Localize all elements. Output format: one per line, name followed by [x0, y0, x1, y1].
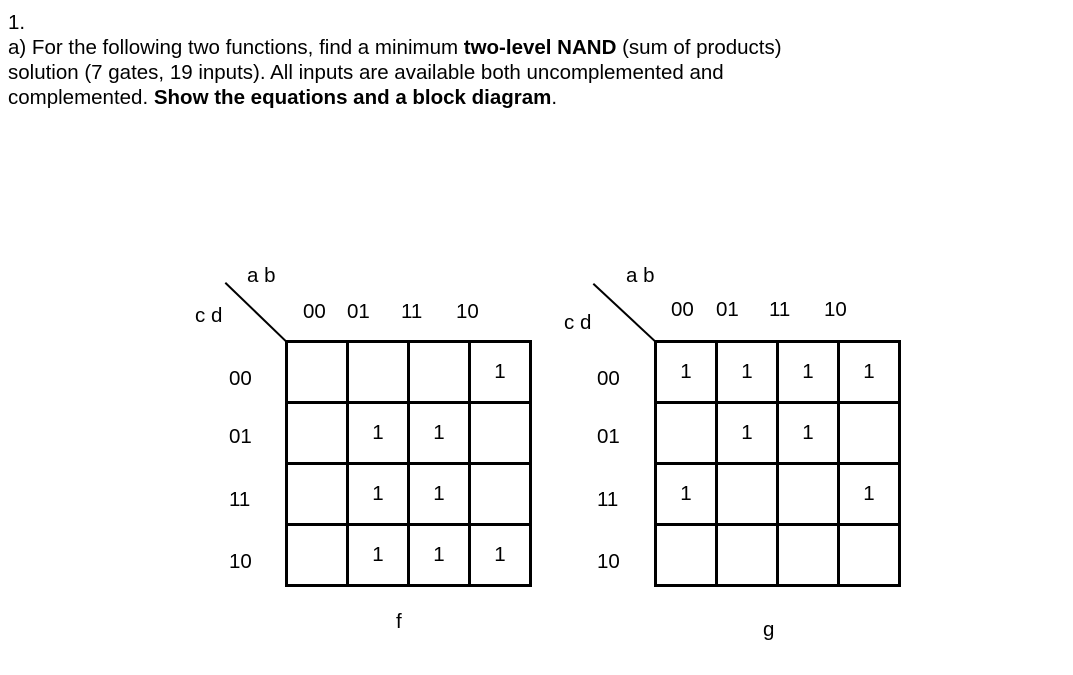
kmap-g-col-var: a b — [626, 264, 655, 287]
kmap-cell — [840, 404, 901, 465]
question-line-2: solution (7 gates, 19 inputs). All inputs are available both uncomplemented and — [8, 61, 724, 84]
kmap-cell — [718, 526, 779, 587]
kmap-cell — [288, 343, 349, 404]
kmap-cell — [410, 343, 471, 404]
kmap-cell: 1 — [410, 404, 471, 465]
kmap-cell — [288, 404, 349, 465]
kmap-cell — [779, 526, 840, 587]
kmap-g-row-label: 11 — [597, 488, 619, 511]
kmap-g-name: g — [763, 618, 775, 641]
kmap-f-row-label: 11 — [229, 488, 251, 511]
kmap-cell: 1 — [840, 343, 901, 404]
kmap-cell: 1 — [410, 526, 471, 587]
question-line-1: a) For the following two functions, find a minimum two-level NAND (sum of products) — [8, 36, 782, 59]
kmap-cell: 1 — [349, 404, 410, 465]
kmap-cell — [288, 465, 349, 526]
kmap-cell — [471, 404, 532, 465]
kmap-cell: 1 — [779, 404, 840, 465]
kmap-f-col-label: 11 — [401, 300, 423, 323]
kmap-cell: 1 — [657, 465, 718, 526]
kmap-f-grid — [285, 340, 532, 587]
kmap-cell — [718, 465, 779, 526]
kmap-cell: 1 — [718, 343, 779, 404]
kmap-f-row-label: 10 — [229, 550, 252, 573]
kmap-cell: 1 — [471, 343, 532, 404]
kmap-f-col-label: 10 — [456, 300, 479, 323]
kmap-cell: 1 — [410, 465, 471, 526]
kmap-cell — [349, 343, 410, 404]
kmap-cell: 1 — [718, 404, 779, 465]
kmap-cell: 1 — [779, 343, 840, 404]
kmap-g-col-label: 11 — [769, 298, 791, 321]
kmap-cell — [657, 404, 718, 465]
kmap-g-corner-diagonal — [593, 283, 657, 342]
kmap-f-corner-diagonal — [225, 282, 288, 343]
question-line-3: complemented. Show the equations and a block diagram. — [8, 86, 558, 109]
kmap-cell: 1 — [657, 343, 718, 404]
kmap-cell: 1 — [840, 465, 901, 526]
kmap-g-col-label: 10 — [824, 298, 847, 321]
kmap-g-grid — [654, 340, 901, 587]
kmap-f-col-label: 00 — [303, 300, 326, 323]
kmap-g-row-var: c d — [564, 311, 592, 334]
kmap-g-row-label: 01 — [597, 425, 620, 448]
kmap-g-row-label: 00 — [597, 367, 620, 390]
kmap-cell: 1 — [349, 465, 410, 526]
question-text — [8, 10, 1068, 110]
kmap-f-row-label: 00 — [229, 367, 252, 390]
kmap-f-col-var: a b — [247, 264, 276, 287]
kmap-cell — [657, 526, 718, 587]
kmap-f-row-label: 01 — [229, 425, 252, 448]
kmap-cell — [288, 526, 349, 587]
kmap-cell — [779, 465, 840, 526]
kmap-cell — [840, 526, 901, 587]
kmap-g-col-label: 01 — [716, 298, 739, 321]
kmap-f-name: f — [396, 610, 402, 633]
problem-number: 1. — [8, 11, 26, 34]
kmap-f-row-var: c d — [195, 304, 223, 327]
kmap-g-row-label: 10 — [597, 550, 620, 573]
kmap-cell: 1 — [471, 526, 532, 587]
kmap-f-col-label: 01 — [347, 300, 370, 323]
kmap-cell: 1 — [349, 526, 410, 587]
kmap-g-col-label: 00 — [671, 298, 694, 321]
kmap-cell — [471, 465, 532, 526]
